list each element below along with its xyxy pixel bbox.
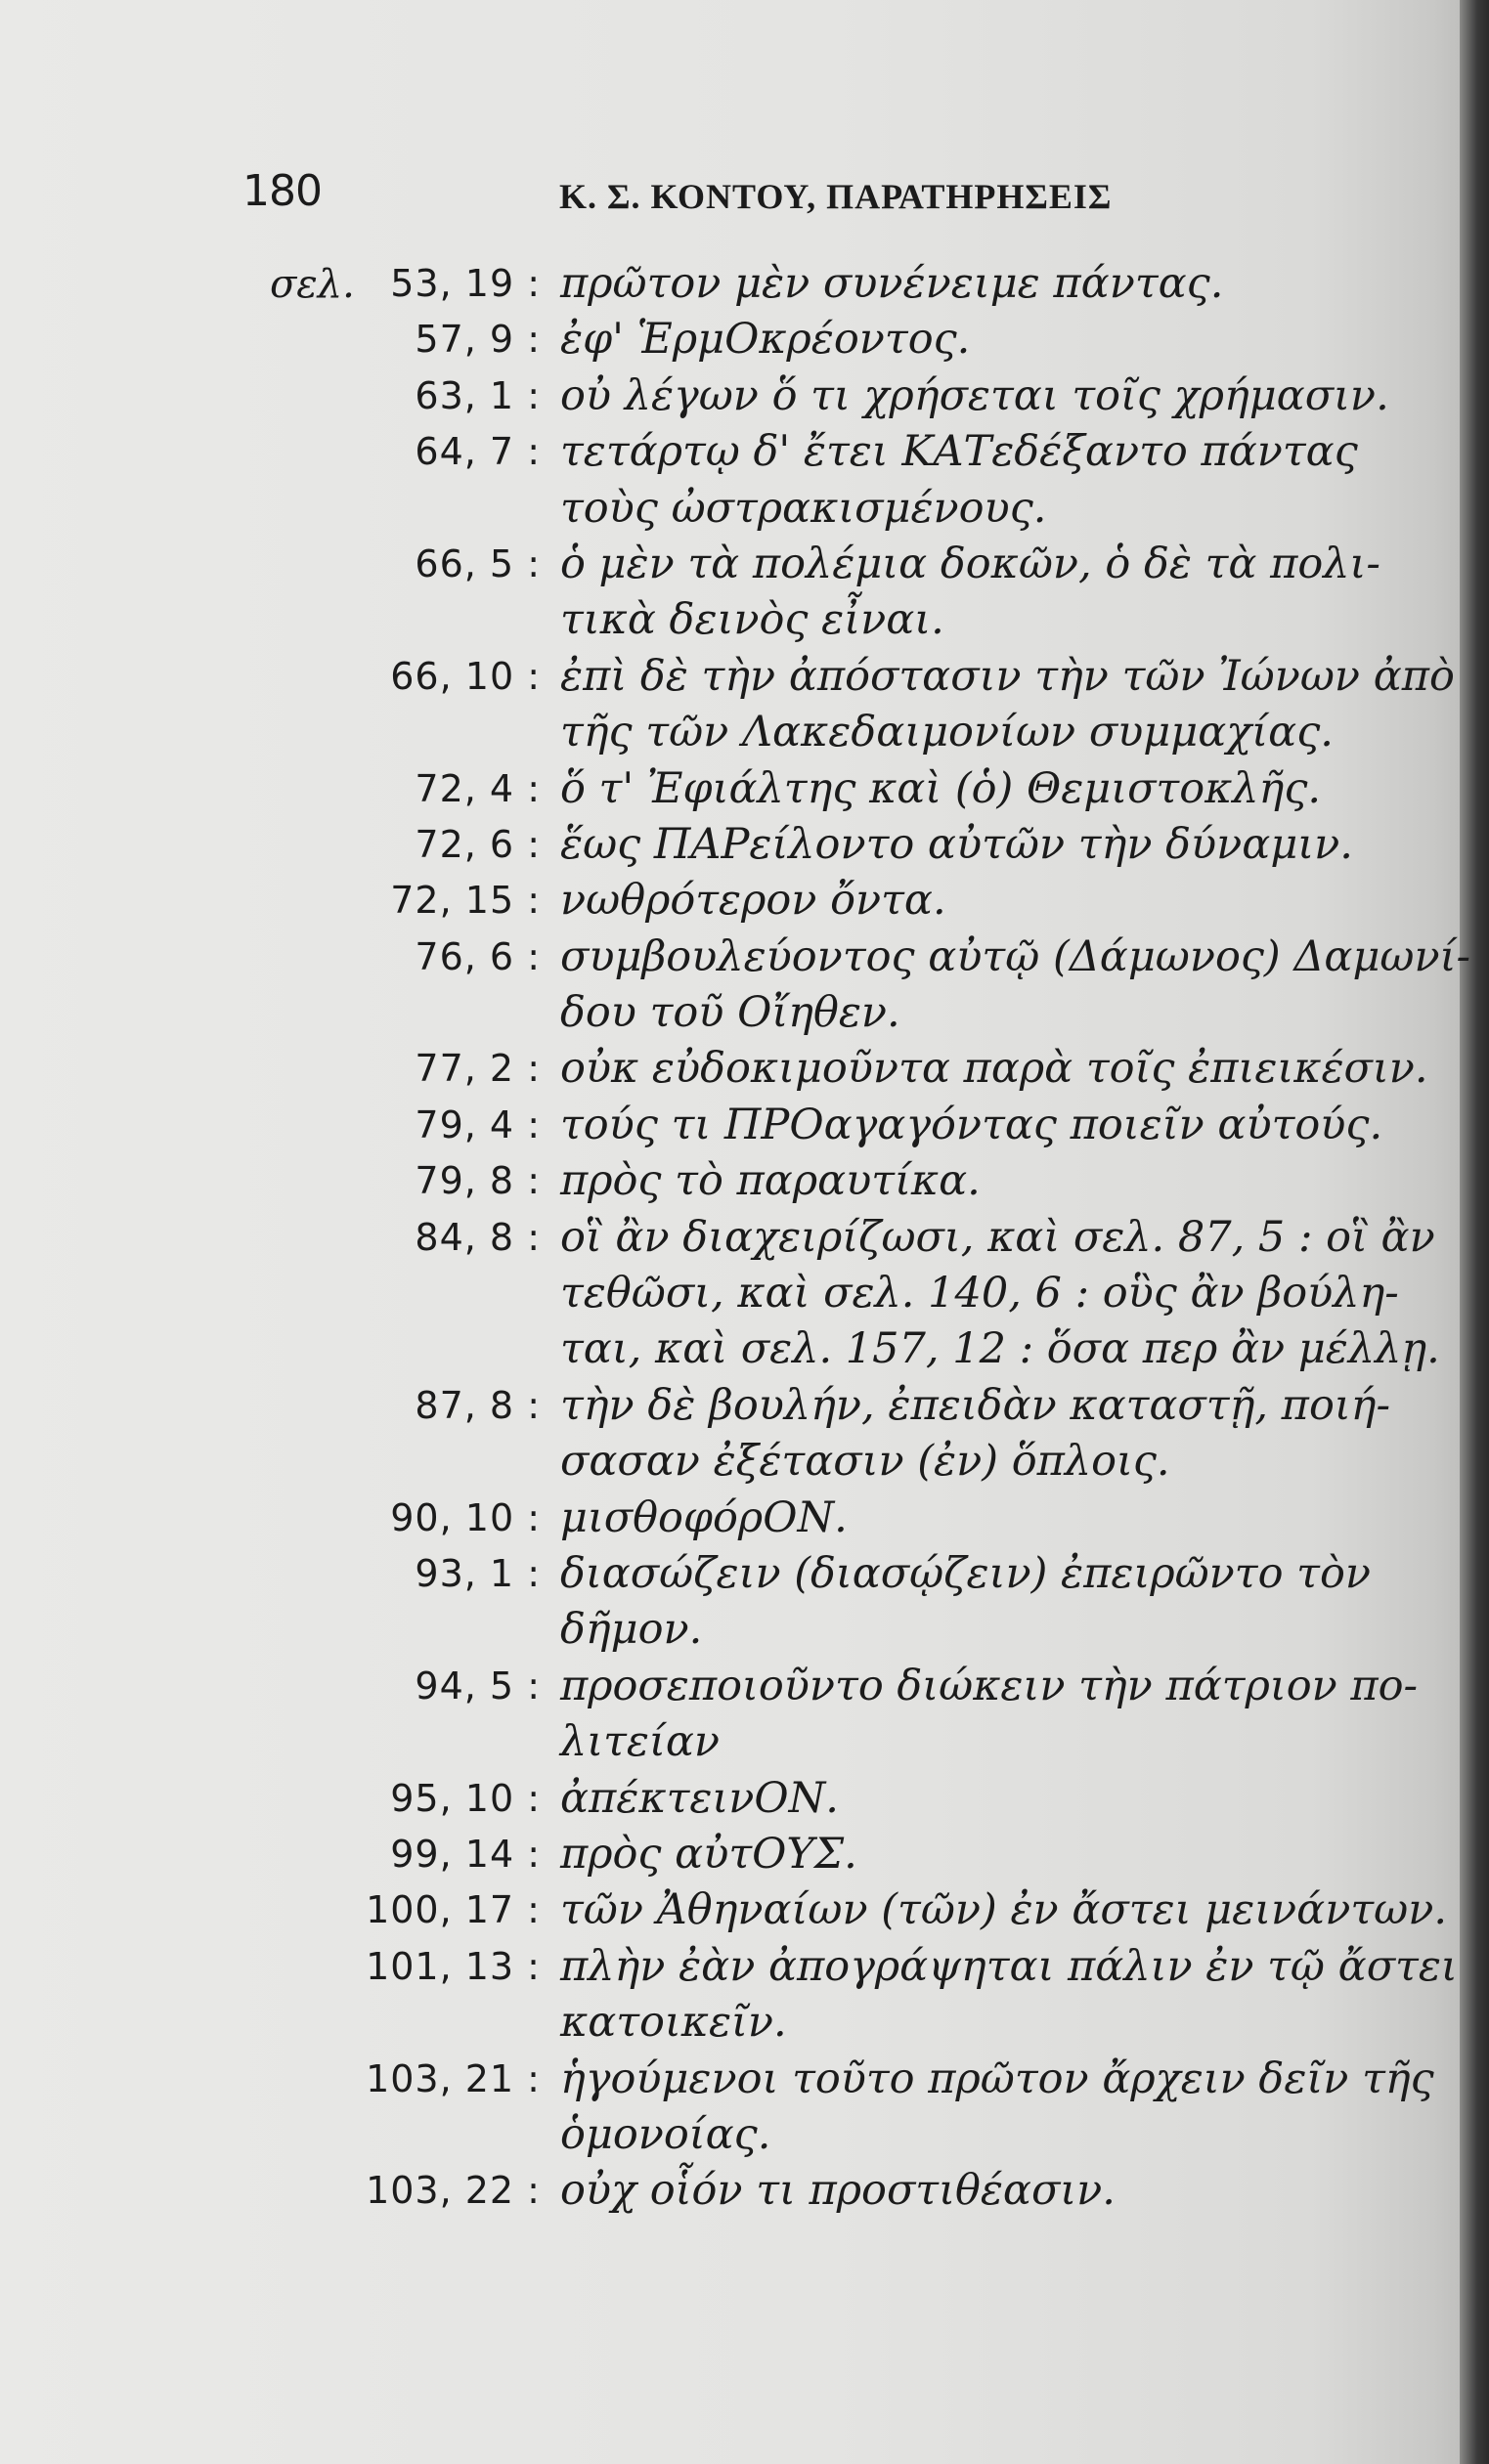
running-head: Κ. Σ. ΚΟΝΤΟΥ, ΠΑΡΑΤΗΡΗΣΕΙΣ <box>559 177 1113 216</box>
correction-entry <box>0 312 1489 367</box>
correction-entry <box>0 1210 1489 1378</box>
entry-text: συμβουλεύοντος αὐτῷ (Δάμωνος) Δαμωνί- <box>560 931 1471 981</box>
entry-line <box>0 481 1489 537</box>
correction-entry <box>0 761 1489 817</box>
entry-reference: 53, 19 : <box>390 262 541 305</box>
entry-text: μισθοφόρΟΝ. <box>560 1492 848 1542</box>
entry-line <box>0 1714 1489 1770</box>
entry-line <box>0 312 1489 367</box>
entry-text: ἐφ' ἙρμΟκρέοντος. <box>560 315 971 365</box>
entry-line <box>0 1995 1489 2051</box>
entry-text: οὐχ οἷόν τι προστιθέασιν. <box>560 2166 1116 2216</box>
entry-reference: 76, 6 : <box>415 934 541 978</box>
entry-line <box>0 2163 1489 2219</box>
entry-reference: 103, 22 : <box>366 2169 541 2213</box>
correction-entry <box>0 424 1489 537</box>
entry-text: ἕως ΠΑΡείλοντο αὐτῶν τὴν δύναμιν. <box>560 819 1353 869</box>
entry-text: πρὸς τὸ παραυτίκα. <box>560 1156 981 1206</box>
entry-line <box>0 1602 1489 1658</box>
entry-line <box>0 1771 1489 1827</box>
correction-entry <box>0 368 1489 424</box>
entry-text: τοὺς ὠστρακισμένους. <box>560 483 1047 533</box>
entry-line <box>0 424 1489 480</box>
entry-line <box>0 817 1489 873</box>
entry-reference: 99, 14 : <box>390 1832 541 1876</box>
correction-entry <box>0 1546 1489 1659</box>
entry-text: ἀπέκτεινΟΝ. <box>560 1773 839 1823</box>
entry-reference: 93, 1 : <box>415 1551 541 1595</box>
entry-line <box>0 1210 1489 1266</box>
entry-line <box>0 256 1489 312</box>
entry-line <box>0 1491 1489 1546</box>
entry-text: οὐκ εὐδοκιμοῦντα παρὰ τοῖς ἐπιεικέσιν. <box>560 1044 1428 1094</box>
entry-text: τετάρτῳ δ' ἔτει ΚΑΤεδέξαντο πάντας <box>560 427 1358 477</box>
correction-entry <box>0 1882 1489 1938</box>
correction-entry <box>0 873 1489 929</box>
entry-reference: 87, 8 : <box>415 1383 541 1427</box>
correction-entry <box>0 817 1489 873</box>
entry-reference: 72, 4 : <box>415 766 541 810</box>
entry-text: ὅ τ' Ἐφιάλτης καὶ (ὁ) Θεμιστοκλῆς. <box>560 763 1322 813</box>
entry-text: σασαν ἐξέτασιν (ἐν) ὅπλοις. <box>560 1437 1170 1487</box>
entry-text: πρὸς αὐτΟΥΣ. <box>560 1829 857 1879</box>
entry-reference: 57, 9 : <box>415 318 541 362</box>
correction-entry <box>0 929 1489 1042</box>
entry-reference: 66, 10 : <box>390 654 541 698</box>
entry-text: ἡγούμενοι τοῦτο πρῶτον ἄρχειν δεῖν τῆς <box>560 2053 1434 2103</box>
correction-entry <box>0 1378 1489 1491</box>
correction-entry <box>0 1659 1489 1771</box>
entry-line <box>0 368 1489 424</box>
entry-line <box>0 2052 1489 2107</box>
entry-text: κατοικεῖν. <box>560 1998 787 2048</box>
entry-line <box>0 1939 1489 1995</box>
entry-text: νωθρότερον ὄντα. <box>560 876 946 926</box>
entry-text: λιτείαν <box>560 1717 721 1767</box>
correction-entry <box>0 1153 1489 1209</box>
entry-line <box>0 1827 1489 1882</box>
entry-text: τικὰ δεινὸς εἶναι. <box>560 595 944 645</box>
correction-entry <box>0 1771 1489 1827</box>
entry-text: τὴν δὲ βουλήν, ἐπειδὰν καταστῇ, ποιή- <box>560 1380 1390 1430</box>
entry-line <box>0 1041 1489 1097</box>
entry-line <box>0 1434 1489 1490</box>
entry-reference: 72, 15 : <box>390 879 541 923</box>
entry-reference: 79, 4 : <box>415 1102 541 1146</box>
entry-reference: 72, 6 : <box>415 822 541 866</box>
correction-entry <box>0 537 1489 649</box>
entry-text: δου τοῦ Οἴηθεν. <box>560 988 900 1038</box>
entry-line <box>0 1546 1489 1602</box>
entry-text: διασώζειν (διασῴζειν) ἐπειρῶντο τὸν <box>560 1548 1371 1598</box>
entry-reference: 95, 10 : <box>390 1776 541 1820</box>
entry-text: ὁμονοίας. <box>560 2109 771 2159</box>
entry-line <box>0 873 1489 929</box>
entry-line <box>0 1153 1489 1209</box>
correction-entry <box>0 1098 1489 1153</box>
entry-line <box>0 592 1489 648</box>
entry-reference: 90, 10 : <box>390 1495 541 1539</box>
entry-line <box>0 1321 1489 1377</box>
correction-entry <box>0 649 1489 761</box>
correction-entry <box>0 1041 1489 1097</box>
entry-line <box>0 1659 1489 1714</box>
correction-entry <box>0 2163 1489 2219</box>
entry-reference: 66, 5 : <box>415 541 541 585</box>
entry-reference: 101, 13 : <box>366 1944 541 1988</box>
entry-reference: 94, 5 : <box>415 1664 541 1708</box>
entry-line <box>0 761 1489 817</box>
entry-line <box>0 705 1489 760</box>
entry-reference: 63, 1 : <box>415 373 541 417</box>
entry-text: δῆμον. <box>560 1605 703 1655</box>
entry-text: τούς τι ΠΡΟαγαγόντας ποιεῖν αὐτούς. <box>560 1100 1383 1149</box>
entry-reference: 77, 2 : <box>415 1047 541 1091</box>
entry-line <box>0 985 1489 1041</box>
entry-line <box>0 537 1489 592</box>
entry-text: οἳ ἂν διαχειρίζωσι, καὶ σελ. 87, 5 : οἳ ἂν <box>560 1212 1435 1262</box>
entry-text: τῆς τῶν Λακεδαιμονίων συμμαχίας. <box>560 708 1334 757</box>
entry-text: τῶν Ἀθηναίων (τῶν) ἐν ἄστει μεινάντων. <box>560 1885 1448 1935</box>
entry-reference: 64, 7 : <box>415 430 541 474</box>
page-number: 180 <box>242 166 322 216</box>
entry-reference: 79, 8 : <box>415 1159 541 1203</box>
entry-line <box>0 1098 1489 1153</box>
correction-entry <box>0 2052 1489 2164</box>
entry-line <box>0 1882 1489 1938</box>
correction-entry <box>0 1491 1489 1546</box>
entry-line <box>0 2107 1489 2163</box>
entry-reference: 100, 17 : <box>366 1888 541 1932</box>
correction-entry <box>0 256 1489 312</box>
entry-line <box>0 1378 1489 1434</box>
entry-line <box>0 929 1489 985</box>
entry-text: ὁ μὲν τὰ πολέμια δοκῶν, ὁ δὲ τὰ πολι- <box>560 539 1380 588</box>
entry-text: πλὴν ἐὰν ἀπογράψηται πάλιν ἐν τῷ ἄστει <box>560 1941 1458 1991</box>
page-header <box>0 166 1489 225</box>
entry-text: πρῶτον μὲν συνένειμε πάντας. <box>560 259 1224 308</box>
entry-reference: 103, 21 : <box>366 2056 541 2100</box>
correction-entry <box>0 1827 1489 1882</box>
page-reference-prefix: σελ. <box>270 262 355 307</box>
entry-text: οὐ λέγων ὅ τι χρήσεται τοῖς χρήμασιν. <box>560 370 1389 420</box>
entry-line <box>0 1266 1489 1321</box>
entry-text: τεθῶσι, καὶ σελ. 140, 6 : οὓς ἂν βούλη- <box>560 1269 1399 1318</box>
entry-text: προσεποιοῦντο διώκειν τὴν πάτριον πο- <box>560 1661 1419 1710</box>
correction-entry <box>0 1939 1489 2052</box>
entry-reference: 84, 8 : <box>415 1215 541 1259</box>
corrections-list <box>0 256 1489 2220</box>
entry-text: ἐπὶ δὲ τὴν ἀπόστασιν τὴν τῶν Ἰώνων ἀπὸ <box>560 651 1455 701</box>
entry-text: ται, καὶ σελ. 157, 12 : ὅσα περ ἂν μέλλῃ. <box>560 1324 1440 1374</box>
entry-line <box>0 649 1489 705</box>
